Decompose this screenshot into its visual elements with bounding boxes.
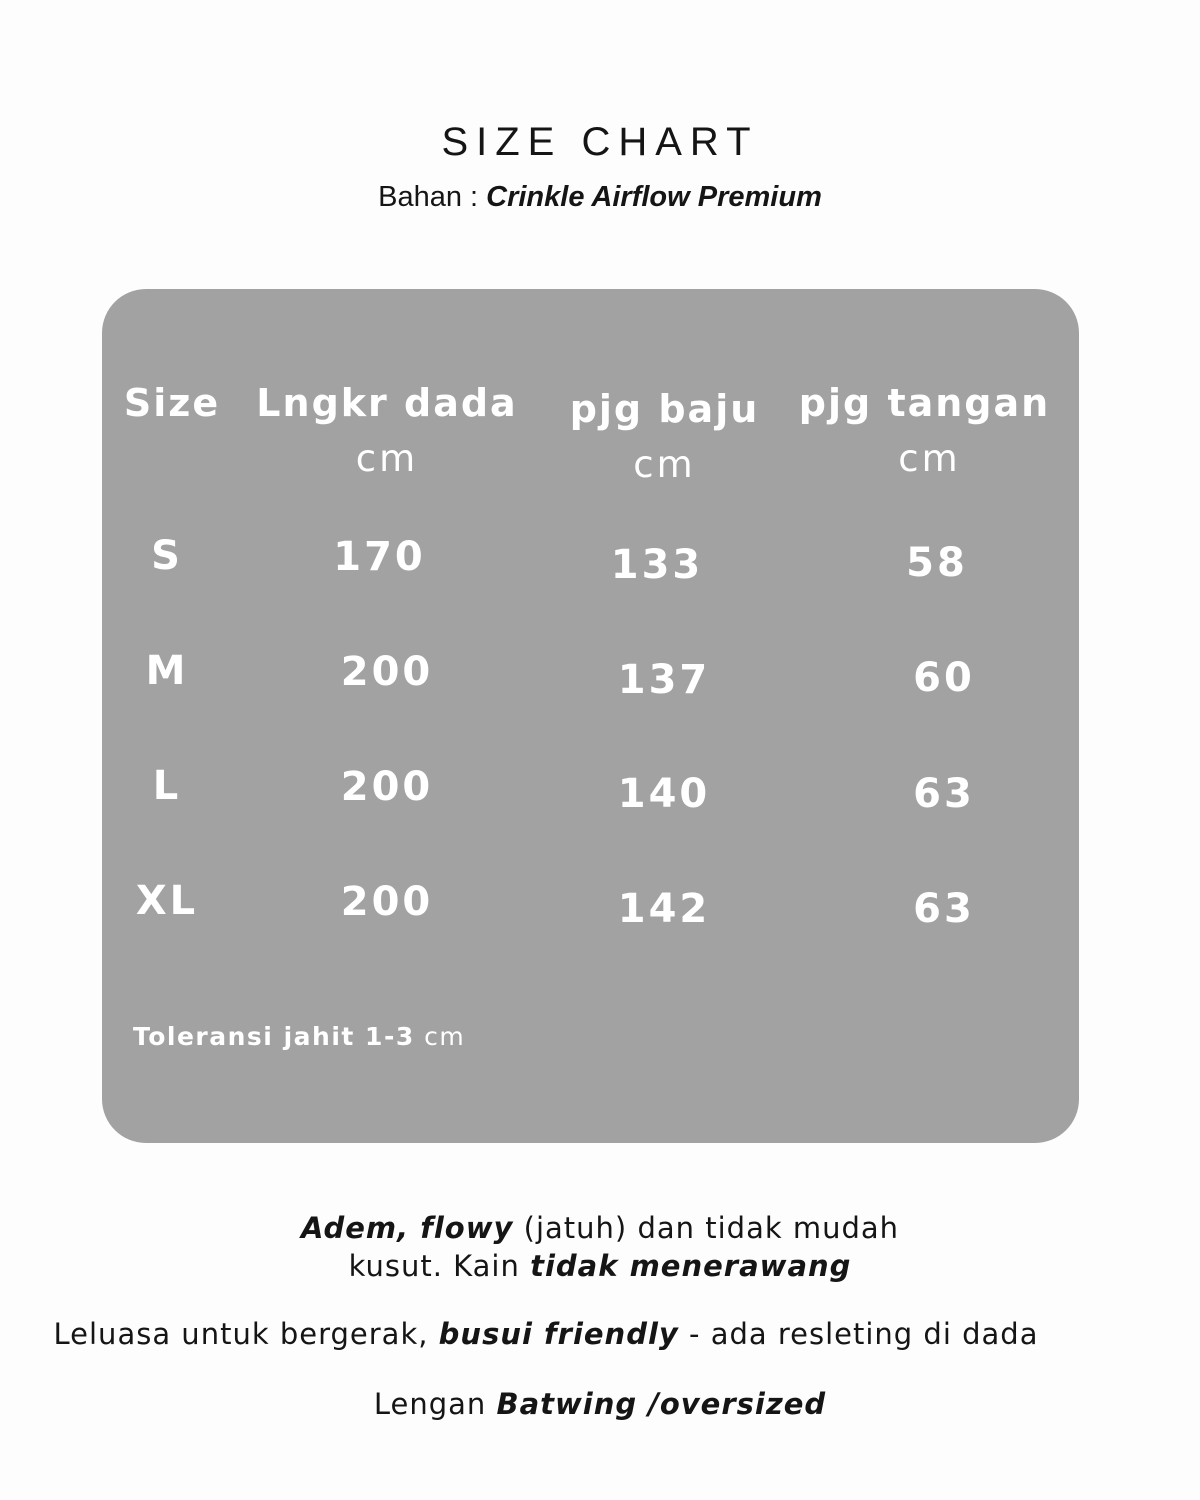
row-xl-chest: 200 (340, 879, 434, 925)
row-m-length: 137 (617, 657, 711, 703)
material-line (0, 181, 1200, 214)
description-line-2 (0, 1249, 1200, 1283)
description-3-bold: busui friendly (438, 1317, 679, 1351)
material-label: Bahan : (378, 181, 487, 213)
row-xl-sleeve: 63 (913, 886, 975, 932)
tolerance-unit: cm (414, 1022, 466, 1051)
header-chest: Lngkr dada (256, 381, 518, 425)
description-1-bold: Adem, flowy (300, 1211, 514, 1245)
header-length: pjg baju (569, 387, 760, 431)
row-l-size: L (152, 763, 182, 809)
row-s-chest: 170 (333, 534, 426, 580)
description-4-bold: Batwing /oversized (496, 1387, 827, 1421)
page-title: SIZE CHART (441, 120, 759, 164)
tolerance-label: Toleransi jahit 1-3 (133, 1022, 415, 1051)
header-size: Size (123, 381, 221, 425)
row-s-length: 133 (610, 542, 704, 588)
row-l-chest: 200 (340, 764, 434, 810)
size-table-card (102, 289, 1079, 1143)
row-xl-length: 142 (617, 886, 711, 932)
row-m-size: M (145, 648, 189, 694)
row-s-size: S (151, 533, 183, 579)
description-line-1 (0, 1211, 1200, 1245)
row-l-sleeve: 63 (913, 771, 975, 817)
description-line-4 (0, 1387, 1200, 1421)
header-sleeve-unit: cm (898, 437, 961, 480)
row-l-length: 140 (617, 771, 711, 817)
description-3-text: Leluasa untuk bergerak, (53, 1317, 439, 1351)
row-m-chest: 200 (340, 649, 434, 695)
description-4-text: Lengan (373, 1387, 497, 1421)
description-3-rest: - ada resleting di dada (678, 1317, 1039, 1351)
row-s-sleeve: 58 (906, 540, 968, 586)
row-m-sleeve: 60 (913, 655, 975, 701)
row-xl-size: XL (135, 878, 199, 924)
header-length-unit: cm (633, 443, 696, 486)
description-line-3 (0, 1317, 1146, 1351)
sewing-tolerance-note (133, 1022, 465, 1051)
header-sleeve: pjg tangan (798, 381, 1051, 425)
description-2-text: kusut. Kain (348, 1249, 531, 1283)
description-2-bold: tidak menerawang (530, 1249, 852, 1283)
description-1-text: (jatuh) dan tidak mudah (513, 1211, 900, 1245)
header-chest-unit: cm (355, 437, 419, 480)
material-value: Crinkle Airflow Premium (486, 181, 822, 213)
